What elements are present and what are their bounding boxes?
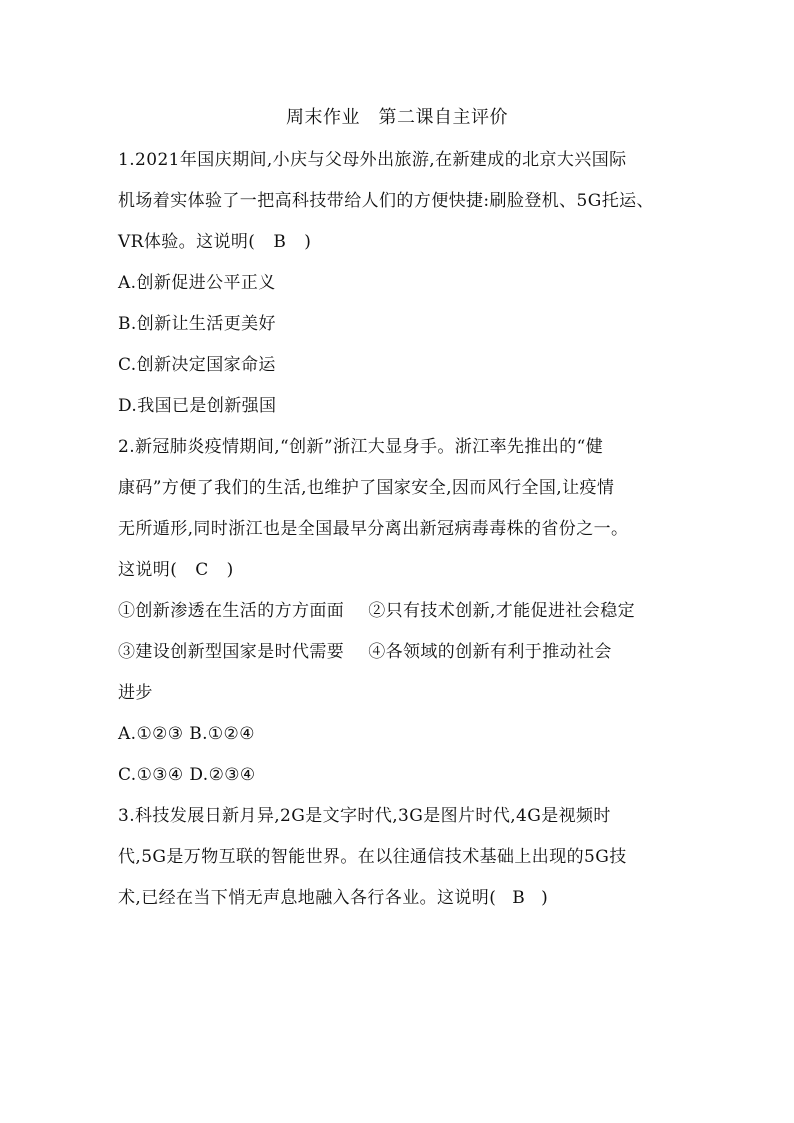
question-2-options-line-2 (118, 755, 678, 796)
question-2-statements-line-1 (118, 591, 678, 632)
question-2-stem-line-3: 无所遁形,同时浙江也是全国最早分离出新冠病毒毒株的省份之一。 (118, 519, 629, 539)
question-1-stem-line-1: 1.2021年国庆期间,小庆与父母外出旅游,在新建成的北京大兴国际 (118, 150, 627, 170)
question-1-stem-line-3 (118, 222, 678, 263)
question-1-option-a: A.创新促进公平正义 (118, 273, 276, 293)
question-1-option-d: D.我国已是创新强国 (118, 396, 277, 416)
question-3 (118, 796, 678, 919)
question-3-answer: B (512, 888, 526, 908)
question-3-stem-line-1: 3.科技发展日新月异,2G是文字时代,3G是图片时代,4G是视频时 (118, 806, 611, 826)
question-1 (118, 140, 678, 427)
question-1-stem-text: VR体验。这说明( (118, 232, 256, 252)
question-2-option-b: B.①②④ (189, 724, 255, 744)
question-1-answer: B (273, 232, 287, 252)
statement-4: ④各领域的创新有利于推动社会 (368, 642, 612, 662)
statement-1: ①创新渗透在生活的方方面面 (118, 601, 345, 621)
question-2-stem-line-1: 2.新冠肺炎疫情期间,“创新”浙江大显身手。浙江率先推出的“健 (118, 437, 604, 457)
question-2-stem-text: 这说明( (118, 560, 178, 580)
question-3-stem-line-2: 代,5G是万物互联的智能世界。在以往通信技术基础上出现的5G技 (118, 847, 627, 867)
question-3-close-paren: ) (541, 888, 549, 908)
question-2-option-d: D.②③④ (189, 765, 256, 785)
question-1-option-b: B.创新让生活更美好 (118, 314, 276, 334)
question-2-statements-line-3: 进步 (118, 683, 153, 703)
question-2-close-paren: ) (226, 560, 234, 580)
question-2-option-c: C.①③④ (118, 765, 184, 785)
question-list (118, 140, 678, 919)
question-2-stem-line-4 (118, 550, 678, 591)
question-1-stem-line-2: 机场着实体验了一把高科技带给人们的方便快捷:刷脸登机、5G托运、 (118, 191, 654, 211)
page-title: 周末作业 第二课自主评价 (286, 107, 508, 128)
question-3-stem-line-3 (118, 878, 678, 919)
question-2 (118, 427, 678, 796)
question-2-option-a: A.①②③ (118, 724, 184, 744)
question-2-stem-line-2: 康码”方便了我们的生活,也维护了国家安全,因而风行全国,让疫情 (118, 478, 615, 498)
question-2-statements-line-2 (118, 632, 678, 673)
statement-2: ②只有技术创新,才能促进社会稳定 (368, 601, 636, 621)
question-1-close-paren: ) (304, 232, 312, 252)
question-1-option-c: C.创新决定国家命运 (118, 355, 276, 375)
question-3-stem-text: 术,已经在当下悄无声息地融入各行各业。这说明( (118, 888, 497, 908)
statement-3: ③建设创新型国家是时代需要 (118, 642, 345, 662)
question-2-answer: C (195, 560, 209, 580)
question-2-options-line-1 (118, 714, 678, 755)
